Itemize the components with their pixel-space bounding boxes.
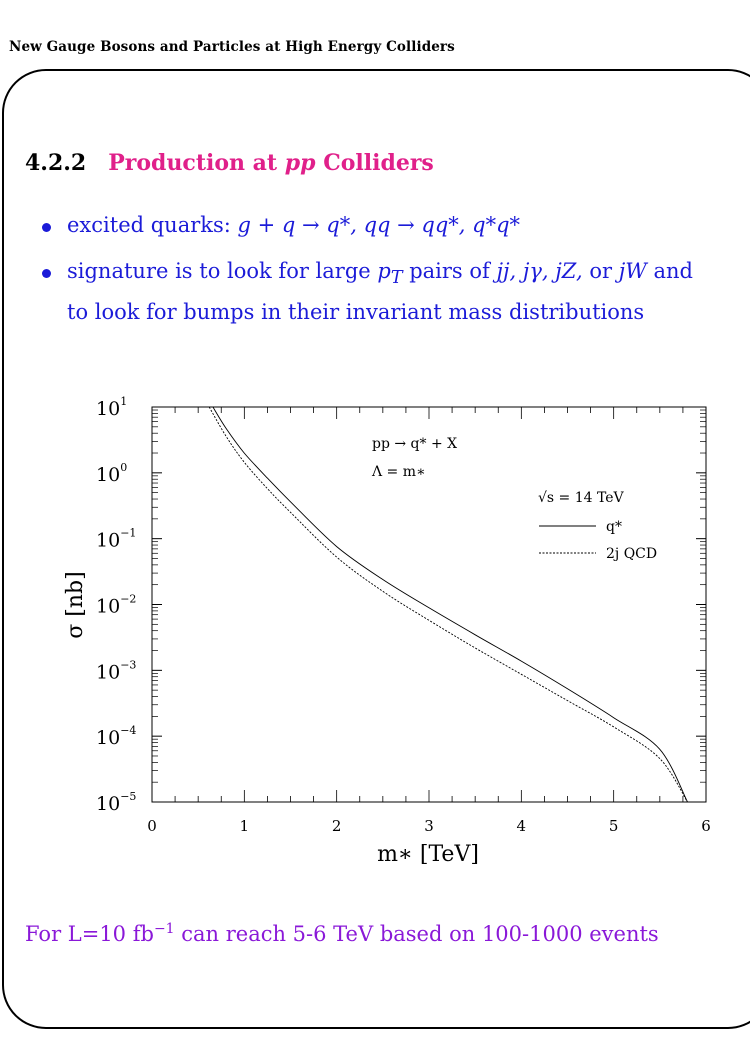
y-tick-label: $10^0$ xyxy=(96,460,128,486)
section-heading xyxy=(25,150,434,176)
running-header: New Gauge Bosons and Particles at High Energy Colliders xyxy=(9,39,455,55)
bullet-list xyxy=(40,208,740,341)
y-tick-label: $10^1$ xyxy=(96,395,128,420)
annotation-scale: Λ = m∗ xyxy=(372,464,426,480)
axis-ticks xyxy=(152,407,706,802)
x-tick-label: 1 xyxy=(239,817,250,835)
legend-label-qstar: q* xyxy=(606,519,622,535)
conclusion-prefix: For L=10 fb xyxy=(25,922,154,946)
bullet-2-text-d: and xyxy=(646,259,693,283)
section-title-prefix: Production at xyxy=(108,150,285,176)
section-title xyxy=(108,150,434,176)
legend-label-qcd: 2j QCD xyxy=(606,546,658,562)
bullet-excited-quarks xyxy=(40,208,740,242)
bullet-2-text-c: or xyxy=(582,259,619,283)
series-qstar-line xyxy=(213,407,688,802)
legend-header: √s = 14 TeV xyxy=(538,490,624,506)
x-tick-label: 0 xyxy=(147,817,157,835)
conclusion-exponent: −1 xyxy=(153,921,175,937)
bullet-2-pt-sub: T xyxy=(390,268,403,289)
plot-svg xyxy=(0,380,750,880)
bullet-2-pairs: jj, jγ, jZ, xyxy=(496,259,583,283)
annotation-process: pp → q* + X xyxy=(372,436,458,452)
y-tick-label: $10^{-1}$ xyxy=(96,526,137,552)
y-tick-label: $10^{-3}$ xyxy=(96,658,137,684)
cross-section-plot xyxy=(0,380,750,880)
y-tick-label: $10^{-5}$ xyxy=(96,790,137,815)
x-axis-title: m∗ [TeV] xyxy=(377,842,479,867)
section-title-suffix: Colliders xyxy=(315,150,434,176)
x-tick-label: 3 xyxy=(424,817,434,835)
bullet-2-text-b: pairs of xyxy=(402,259,497,283)
series-group xyxy=(209,407,687,802)
bullet-2-text-a: signature is to look for large xyxy=(67,259,378,283)
section-number: 4.2.2 xyxy=(25,150,87,176)
y-tick-label: $10^{-4}$ xyxy=(96,724,137,750)
x-tick-label: 4 xyxy=(516,817,527,835)
y-tick-label: $10^{-2}$ xyxy=(96,592,137,618)
bullet-2-last-pair: jW xyxy=(618,259,647,283)
plot-frame xyxy=(152,407,706,802)
bullet-2-line2: to look for bumps in their invariant mass distributions xyxy=(67,300,645,325)
conclusion-suffix: can reach 5-6 TeV based on 100-1000 events xyxy=(174,922,659,946)
bullet-signature xyxy=(40,254,740,329)
x-tick-label: 2 xyxy=(331,817,342,835)
series-qcd-line xyxy=(209,407,687,802)
bullet-dot-icon xyxy=(42,269,51,278)
bullet-2-pt: p xyxy=(377,259,391,283)
conclusion-text xyxy=(25,921,659,946)
bullet-1-formula: g + q → q*, qq → qq*, q*q* xyxy=(237,213,521,237)
x-tick-label: 6 xyxy=(701,817,711,835)
x-tick-label: 5 xyxy=(608,817,619,835)
bullet-dot-icon xyxy=(42,223,51,232)
section-title-italic: pp xyxy=(284,150,316,176)
y-axis-title: σ [nb] xyxy=(63,571,88,639)
axis-labels xyxy=(96,395,711,835)
bullet-1-prefix: excited quarks: xyxy=(67,213,238,237)
